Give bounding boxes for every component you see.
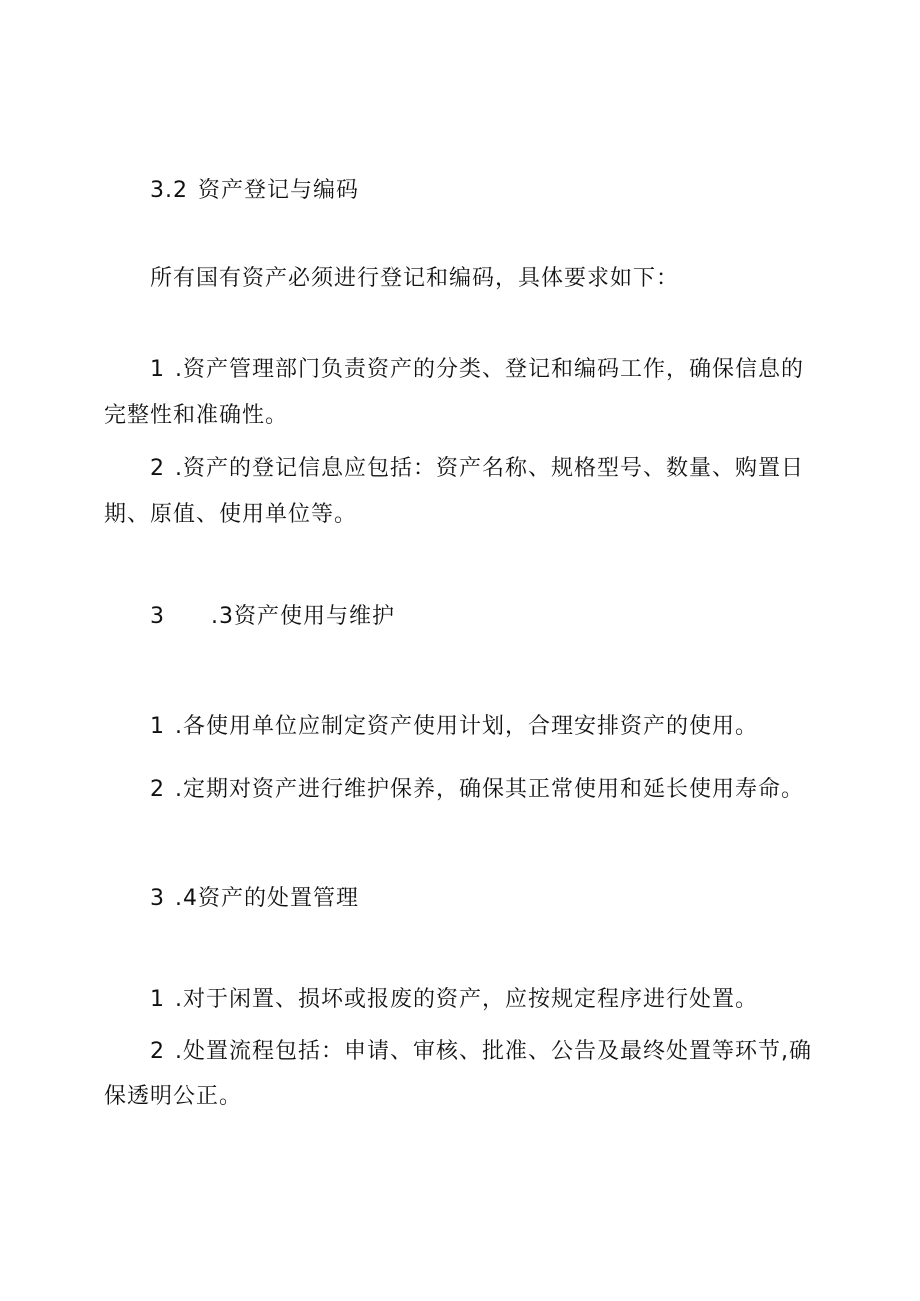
list-item-text: .资产管理部门负责资产的分类、登记和编码工作，确保信息的 xyxy=(175,357,804,382)
section-3-2-intro: 所有国有资产必须进行登记和编码，具体要求如下： xyxy=(150,266,680,291)
list-item-number: 2 xyxy=(150,1039,165,1064)
list-item-number: 2 xyxy=(150,777,165,802)
section-3-2-heading xyxy=(150,176,359,206)
list-item-text: .对于闲置、损坏或报废的资产，应按规定程序进行处置。 xyxy=(175,987,758,1012)
list-item-line xyxy=(150,985,758,1015)
section-number: 3 xyxy=(150,886,165,911)
list-item-continuation: 期、原值、使用单位等。 xyxy=(104,502,358,527)
list-item-line xyxy=(150,454,804,484)
list-item-line xyxy=(150,1037,812,1067)
list-item-continuation: 保透明公正。 xyxy=(104,1084,243,1109)
list-item-line xyxy=(150,712,758,742)
section-title: 资产登记与编码 xyxy=(198,178,360,203)
section-title: .3资产使用与维护 xyxy=(211,604,395,629)
section-3-4-heading xyxy=(150,884,359,914)
section-number: 3.2 xyxy=(150,178,188,203)
list-item-number: 1 xyxy=(150,357,165,382)
list-item-number: 1 xyxy=(150,987,165,1012)
list-item-text: .定期对资产进行维护保养，确保其正常使用和延长使用寿命。 xyxy=(175,777,804,802)
list-item-text: .各使用单位应制定资产使用计划，合理安排资产的使用。 xyxy=(175,714,758,739)
section-number: 3 xyxy=(150,604,165,629)
section-3-3-heading xyxy=(150,602,395,632)
section-title: .4资产的处置管理 xyxy=(175,886,359,911)
list-item-line xyxy=(150,775,804,805)
list-item-number: 1 xyxy=(150,714,165,739)
list-item-continuation: 完整性和准确性。 xyxy=(104,403,289,428)
list-item-text: .资产的登记信息应包括：资产名称、规格型号、数量、购置日 xyxy=(175,456,804,481)
list-item-line xyxy=(150,355,804,385)
list-item-number: 2 xyxy=(150,456,165,481)
list-item-text: .处置流程包括：申请、审核、批准、公告及最终处置等环节,确 xyxy=(175,1039,812,1064)
